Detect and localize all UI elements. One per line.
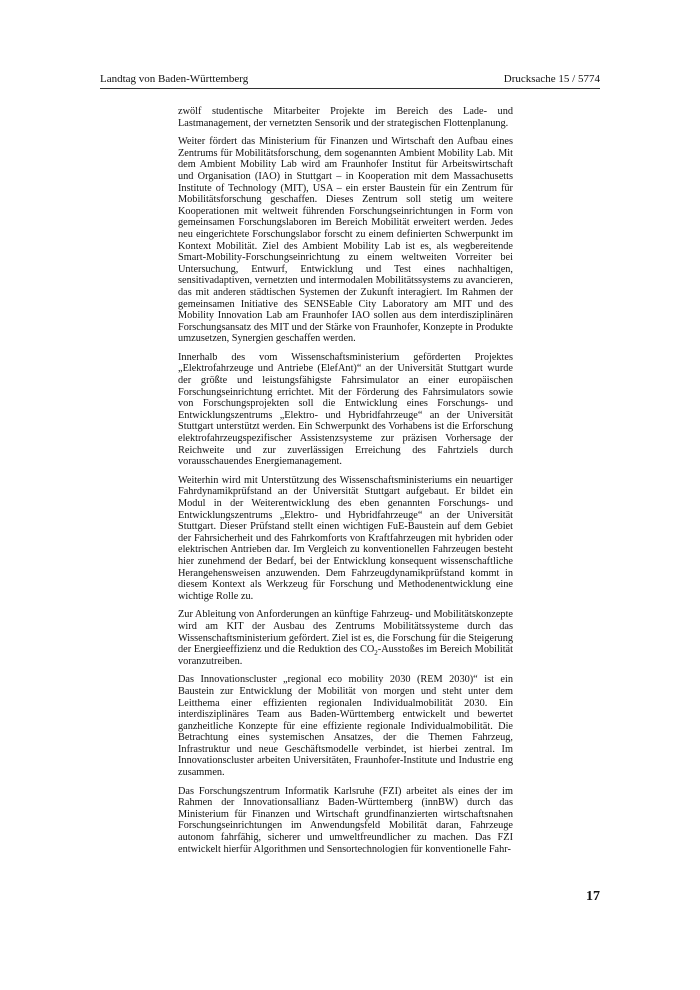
header-rule xyxy=(100,88,600,89)
header-document-number: Drucksache 15 / 5774 xyxy=(503,73,600,85)
paragraph-5-text-b: -Ausstoßes im Bereich Mobilität voranzutreiben. xyxy=(178,644,513,667)
page-header xyxy=(100,72,600,86)
paragraph-4: Weiterhin wird mit Unterstützung des Wissenschaftsministeriums ein neuartiger Fahrdynamikprüfstand an der Universität Stuttgart aufgebaut. Er bildet ein Modul in der Weiterentwicklung des eben genannten Forschungs- und Entwicklungszentrums „Elektro- und Hybridfahrzeuge“ an der Universität Stuttgart. Dieser Prüfstand stellt einen wichtigen FuE-Baustein auf dem Gebiet der Fahrsicherheit und des Fahrkomforts von Kraftfahrzeugen mit hybriden oder elektrischen Antrieben dar. Im Vergleich zu konventionellen Fahrzeugen besteht hier zunehmend der Bedarf, bei der Entwicklung konsequent wissenschaftliche Herangehensweisen anzuwenden. Dem Fahrzeugdynamikprüfstand kommt in diesem Kontext als Werkzeug für Forschung und Methodenentwicklung eine wichtige Rolle zu. xyxy=(178,474,513,602)
page-number: 17 xyxy=(586,889,600,904)
paragraph-1: zwölf studentische Mitarbeiter Projekte im Bereich des Lade- und Lastmanagement, der vernetzten Sensorik und der strategischen Flottenplanung. xyxy=(178,106,513,129)
paragraph-2: Weiter fördert das Ministerium für Finanzen und Wirtschaft den Aufbau eines Zentrums für Mobilitätsforschung, dem sogenannten Ambient Mobility Lab. Mit dem Ambient Mobility Lab wird am Fraunhofer Institut für Arbeitswirtschaft und Organisation (IAO) in Stuttgart – in Kooperation mit dem Massachusetts Institute of Technology (MIT), USA – ein erster Baustein für ein Zentrum für Mobilitätsforschung geschaffen. Dieses Zentrum soll stetig um weitere Kooperationen mit weltweit führenden Forschungseinrichtungen in Form von gemeinsamen Forschungslaboren im Bereich Mobilität erweitert werden. Jedes neu eingerichtete Forschungslabor forscht zu einem definierten Schwerpunkt im Kontext Mobilität. Ziel des Ambient Mobility Lab ist es, als wegbereitende Smart-Mobility-Forschungseinrichtung zu einem weltweiten Vorreiter bei Untersuchung, Entwurf, Entwicklung und Test eines nachhaltigen, sensitivadaptiven, vernetzten und intermodalen Mobilitätssystems zu avancieren, das mit anderen städtischen Systemen der Zukunft interagiert. Im Rahmen der gemeinsamen Initiative des SENSEable City Laboratory am MIT und des Mobility Innovation Lab am Fraunhofer IAO sollen aus dem interdisziplinären Forschungsansatz des MIT und der Stärke von Fraunhofer, Konzepte in Produkte umzusetzen, Synergien geschaffen werden. xyxy=(178,136,513,345)
paragraph-5-text-a: Zur Ableitung von Anforderungen an künftige Fahrzeug- und Mobilitätskonzepte wird am KIT der Ausbau des Zentrums Mobilitätssysteme durch das Wissenschaftsministerium gefördert. Ziel ist es, die Forschung für die Steigerung der Energieeffizienz und die Reduktion des CO xyxy=(178,609,513,656)
document-body xyxy=(178,106,513,862)
co2-subscript: 2 xyxy=(374,649,378,658)
paragraph-6: Das Innovationscluster „regional eco mobility 2030 (REM 2030)“ ist ein Baustein zur Entwicklung der Mobilität von morgen und steht unter dem Leitthema einer effizienten regionalen Individualmobilität 2030. Ein interdisziplinäres Team aus Baden-Württemberg entwickelt und bewertet ganzheitliche Konzepte für eine effiziente regionale Individualmobilität. Die Betrachtung eines systemischen Ansatzes, der die Themen Fahrzeug, Infrastruktur und neue Geschäftsmodelle verbindet, ist hierbei zentral. Im Innovationscluster arbeiten Universitäten, Fraunhofer-Institute und Industrie eng zusammen. xyxy=(178,674,513,779)
paragraph-3: Innerhalb des vom Wissenschaftsministerium geförderten Projektes „Elektrofahrzeuge und Antriebe (ElefAnt)“ an der Universität Stuttgart wurde der größte und leistungsfähigste Fahrsimulator an einer europäischen Forschungseinrichtung errichtet. Mit der Förderung des Fahrsimulators sowie von Forschungsprojekten soll die Entwicklung eines Forschungs- und Entwicklungszentrums „Elektro- und Hybridfahrzeuge“ an der Universität Stuttgart unterstützt werden. Ein Schwerpunkt des Vorhabens ist die Erforschung elektrofahrzeugspezifischer Assistenzsysteme zur präzisen Vorhersage der Reichweite und zur zuverlässigen Erreichung des Fahrtziels durch vorausschauendes Energiemanagement. xyxy=(178,351,513,468)
header-left-title: Landtag von Baden-Württemberg xyxy=(100,73,249,85)
paragraph-5 xyxy=(178,609,513,667)
paragraph-7: Das Forschungszentrum Informatik Karlsruhe (FZI) arbeitet als eines der im Rahmen der Innovationsallianz Baden-Württemberg (innBW) durch das Ministerium für Finanzen und Wirtschaft grundfinanzierten wirtschaftsnahen Forschungseinrichtungen im Anwendungsfeld Mobilität daran, Fahrzeuge autonom fahrfähig, sicherer und umweltfreundlicher zu machen. Das FZI entwickelt hierfür Algorithmen und Sensortechnologien für konventionelle Fahr- xyxy=(178,785,513,855)
